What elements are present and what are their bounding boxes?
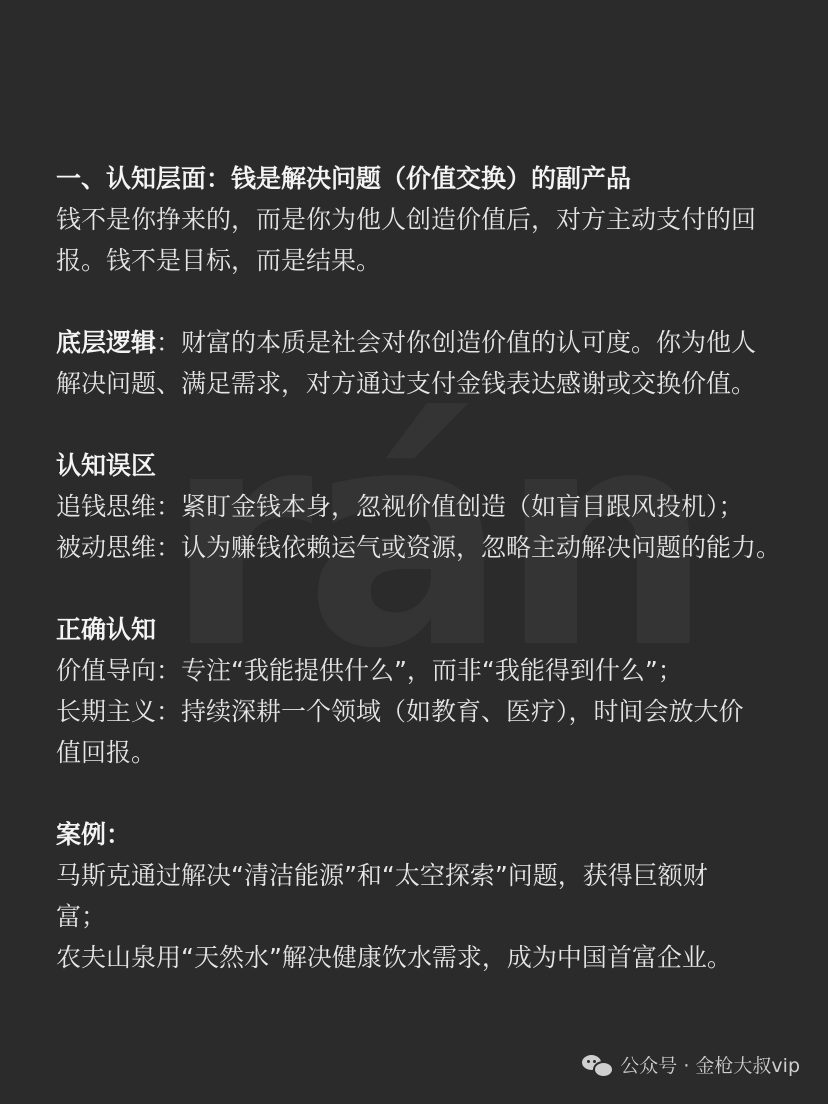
wechat-icon bbox=[582, 1053, 612, 1077]
paragraph-line: 农夫山泉用“天然水”解决健康饮水需求，成为中国首富企业。 bbox=[56, 943, 732, 972]
paragraph-line: 追钱思维：紧盯金钱本身，忽视价值创造（如盲目跟风投机）； bbox=[56, 492, 744, 521]
paragraph-line: 被动思维：认为赚钱依赖运气或资源，忽略主动解决问题的能力。 bbox=[56, 533, 782, 562]
section-heading: 一、认知层面：钱是解决问题（价值交换）的副产品 bbox=[56, 164, 632, 193]
lead-text: ：财富的本质是社会对你创造价值的认可度。你为他人 bbox=[156, 328, 757, 357]
paragraph-line: 钱不是你挣来的，而是你为他人创造价值后，对方主动支付的回 bbox=[56, 205, 757, 234]
section-misconceptions bbox=[56, 445, 796, 568]
paragraph-line: 值回报。 bbox=[56, 738, 157, 767]
paragraph-line: 价值导向：专注“我能提供什么”，而非“我能得到什么”； bbox=[56, 656, 683, 685]
section-cognition bbox=[56, 158, 796, 281]
section-underlying-logic bbox=[56, 322, 796, 404]
paragraph-line: 长期主义：持续深耕一个领域（如教育、医疗），时间会放大价 bbox=[56, 697, 744, 726]
section-heading: 认知误区 bbox=[56, 451, 157, 480]
paragraph-line: 报。钱不是目标，而是结果。 bbox=[56, 246, 382, 275]
paragraph-line: 解决问题、满足需求，对方通过支付金钱表达感谢或交换价值。 bbox=[56, 369, 757, 398]
section-heading: 正确认知 bbox=[56, 615, 157, 644]
paragraph-line: 马斯克通过解决“清洁能源”和“太空探索”问题，获得巨额财 bbox=[56, 861, 708, 890]
paragraph-line bbox=[56, 322, 796, 363]
section-cases bbox=[56, 814, 796, 978]
paragraph-line: 富； bbox=[56, 902, 107, 931]
lead-term: 底层逻辑 bbox=[56, 328, 157, 357]
account-name: 公众号 · 金枪大叔vip bbox=[620, 1055, 800, 1077]
account-footer[interactable] bbox=[582, 1051, 800, 1078]
section-correct-cognition bbox=[56, 609, 796, 773]
section-heading: 案例： bbox=[56, 820, 132, 849]
article-body bbox=[56, 158, 796, 978]
